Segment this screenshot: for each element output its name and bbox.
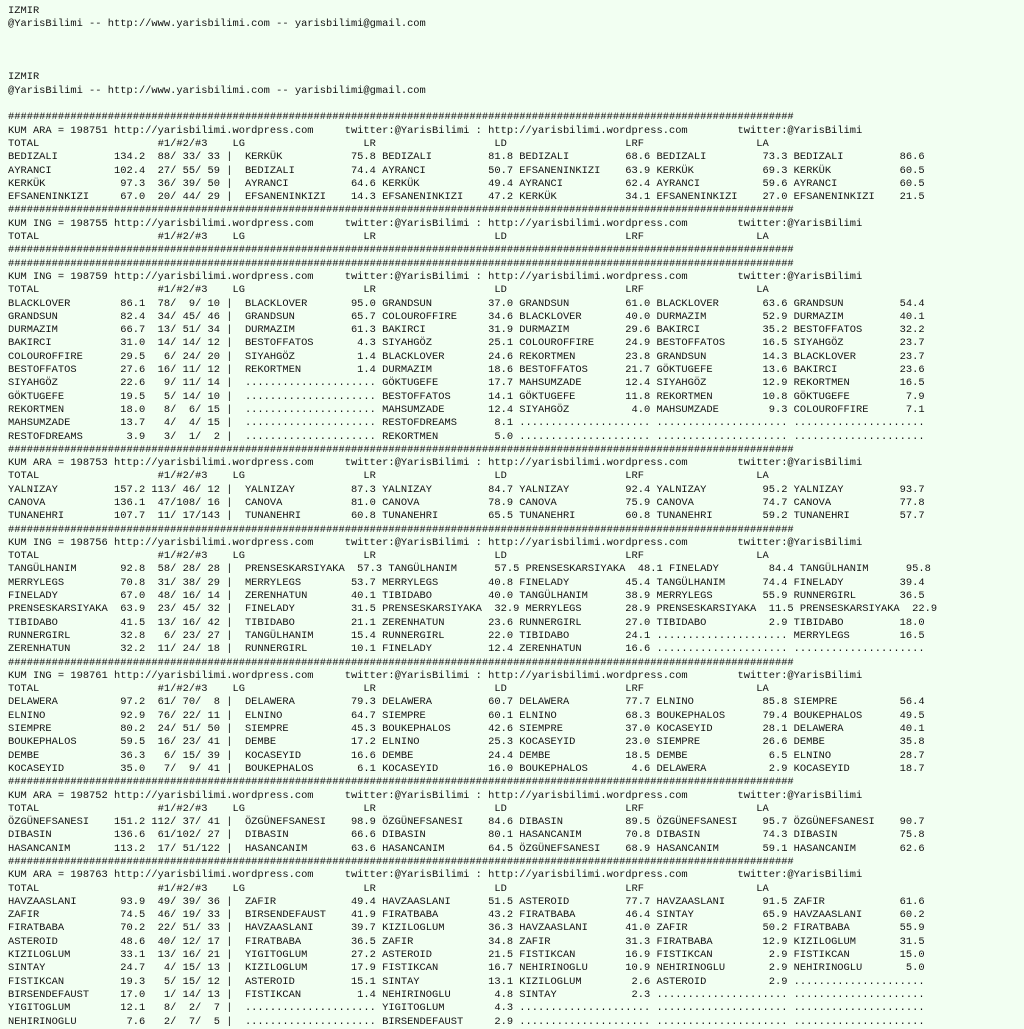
column-header: TOTAL #1/#2/#3 LG LR LD LRF LA: [8, 882, 769, 895]
table-row: ZERENHATUN 32.2 11/ 24/ 18 | RUNNERGIRL 10.1 FINELADY 12.4 ZERENHATUN 16.6 ..................... .....................: [8, 643, 925, 656]
column-header: TOTAL #1/#2/#3 LG LR LD LRF LA: [8, 137, 769, 150]
column-header: TOTAL #1/#2/#3 LG LR LD LRF LA: [8, 284, 769, 297]
table-row: KIZILOGLUM 33.1 13/ 16/ 21 | YIGITOGLUM 27.2 ASTEROID 21.5 FISTIKCAN 16.9 FISTIKCAN 2.9 FISTIKCAN 15.0: [8, 949, 925, 962]
table-row: YALNIZAY 157.2 113/ 46/ 12 | YALNIZAY 87.3 YALNIZAY 84.7 YALNIZAY 92.4 YALNIZAY 95.2 YALNIZAY 93.7: [8, 483, 925, 496]
column-header: TOTAL #1/#2/#3 LG LR LD LRF LA: [8, 550, 769, 563]
table-row: FISTIKCAN 19.3 5/ 15/ 12 | ASTEROID 15.1 SINTAY 13.1 KIZILOGLUM 2.6 ASTEROID 2.9 .....................: [8, 975, 925, 988]
race-section: [8, 856, 1024, 1029]
table-row: BIRSENDEFAUST 17.0 1/ 14/ 13 | FISTIKCAN 1.4 NEHIRINOGLU 4.8 SINTAY 2.3 ..................... .....................: [8, 988, 925, 1001]
table-row: MAHSUMZADE 13.7 4/ 4/ 15 | ..................... RESTOFDREAMS 8.1 ..................... ..................... .....................: [8, 417, 925, 430]
table-row: FINELADY 67.0 48/ 16/ 14 | ZERENHATUN 40.1 TIBIDABO 40.0 TANGÜLHANIM 38.9 MERRYLEGS 55.9 RUNNERGIRL 36.5: [8, 590, 925, 603]
table-row: ÖZGÜNEFSANESI 151.2 112/ 37/ 41 | ÖZGÜNEFSANESI 98.9 ÖZGÜNEFSANESI 84.6 DIBASIN 89.5 ÖZGÜNEFSANESI 95.7 ÖZGÜNEFSANESI 90.7: [8, 816, 925, 829]
table-row: ASTEROID 48.6 40/ 12/ 17 | FIRATBABA 36.5 ZAFIR 34.8 ZAFIR 31.3 FIRATBABA 12.9 KIZILOGLUM 31.5: [8, 935, 925, 948]
table-row: GRANDSUN 82.4 34/ 45/ 46 | GRANDSUN 65.7 COLOUROFFIRE 34.6 BLACKLOVER 40.0 DURMAZIM 52.9 DURMAZIM 40.1: [8, 310, 925, 323]
column-header: TOTAL #1/#2/#3 LG LR LD LRF LA: [8, 231, 769, 244]
column-header: TOTAL #1/#2/#3 LG LR LD LRF LA: [8, 802, 769, 815]
table-row: KERKÜK 97.3 36/ 39/ 50 | AYRANCI 64.6 KERKÜK 49.4 AYRANCI 62.4 AYRANCI 59.6 AYRANCI 60.5: [8, 177, 925, 190]
spacer: [8, 58, 1024, 71]
table-row: MERRYLEGS 70.8 31/ 38/ 29 | MERRYLEGS 53.7 MERRYLEGS 40.8 FINELADY 45.4 TANGÜLHANIM 74.4 FINELADY 39.4: [8, 576, 925, 589]
column-header: TOTAL #1/#2/#3 LG LR LD LRF LA: [8, 683, 769, 696]
table-row: EFSANENINKIZI 67.0 20/ 44/ 29 | EFSANENINKIZI 14.3 EFSANENINKIZI 47.2 KERKÜK 34.1 EFSANENINKIZI 27.0 EFSANENINKIZI 21.5: [8, 191, 925, 204]
race-section: [8, 204, 1024, 257]
race-section: [8, 111, 1024, 204]
table-row: RESTOFDREAMS 3.9 3/ 1/ 2 | ..................... REKORTMEN 5.0 ..................... ..................... .....................: [8, 430, 925, 443]
section-title: KUM ARA = 198751 http://yarisbilimi.wordpress.com twitter:@YarisBilimi : http://yarisbilimi.wordpress.com twitter:@YarisBilimi: [8, 124, 863, 137]
table-row: ZAFIR 74.5 46/ 19/ 33 | BIRSENDEFAUST 41.9 FIRATBABA 43.2 FIRATBABA 46.4 SINTAY 65.9 HAVZAASLANI 60.2: [8, 909, 925, 922]
separator-line: ##############################################################################################################################: [8, 257, 794, 270]
separator-line: ##############################################################################################################################: [8, 204, 794, 217]
separator-line: ##############################################################################################################################: [8, 523, 794, 536]
table-row: DURMAZIM 66.7 13/ 51/ 34 | DURMAZIM 61.3 BAKIRCI 31.9 DURMAZIM 29.6 BAKIRCI 35.2 BESTOFFATOS 32.2: [8, 324, 925, 337]
section-title: KUM ARA = 198753 http://yarisbilimi.wordpress.com twitter:@YarisBilimi : http://yarisbilimi.wordpress.com twitter:@YarisBilimi: [8, 457, 863, 470]
spacer: [8, 32, 1024, 45]
table-row: NEHIRINOGLU 7.6 2/ 7/ 5 | ..................... BIRSENDEFAUST 2.9 ..................... ..................... .....................: [8, 1015, 925, 1028]
table-row: HAVZAASLANI 93.9 49/ 39/ 36 | ZAFIR 49.4 HAVZAASLANI 51.5 ASTEROID 77.7 HAVZAASLANI 91.5 ZAFIR 61.6: [8, 895, 925, 908]
table-row: BAKIRCI 31.0 14/ 14/ 12 | BESTOFFATOS 4.3 SIYAHGÖZ 25.1 COLOUROFFIRE 24.9 BESTOFFATOS 16.5 SIYAHGÖZ 23.7: [8, 337, 925, 350]
separator-line: ##############################################################################################################################: [8, 656, 794, 669]
table-row: BLACKLOVER 86.1 78/ 9/ 10 | BLACKLOVER 95.0 GRANDSUN 37.0 GRANDSUN 61.0 BLACKLOVER 63.6 GRANDSUN 54.4: [8, 297, 925, 310]
section-title: KUM ING = 198755 http://yarisbilimi.wordpress.com twitter:@YarisBilimi : http://yarisbilimi.wordpress.com twitter:@YarisBilimi: [8, 217, 863, 230]
header-contact: @YarisBilimi -- http://www.yarisbilimi.com -- yarisbilimi@gmail.com: [8, 18, 426, 31]
header-city: IZMIR: [8, 5, 40, 17]
race-section: [8, 657, 1024, 777]
table-row: KOCASEYID 35.0 7/ 9/ 41 | BOUKEPHALOS 6.1 KOCASEYID 16.0 BOUKEPHALOS 4.6 DELAWERA 2.9 KOCASEYID 18.7: [8, 762, 925, 775]
spacer: [8, 45, 1024, 58]
table-row: GÖKTUGEFE 19.5 5/ 14/ 10 | ..................... BESTOFFATOS 14.1 GÖKTUGEFE 11.8 REKORTMEN 10.8 GÖKTUGEFE 7.9: [8, 390, 925, 403]
race-section: [8, 524, 1024, 657]
table-row: COLOUROFFIRE 29.5 6/ 24/ 20 | SIYAHGÖZ 1.4 BLACKLOVER 24.6 REKORTMEN 23.8 GRANDSUN 14.3 BLACKLOVER 23.7: [8, 350, 925, 363]
table-row: ELNINO 92.9 76/ 22/ 11 | ELNINO 64.7 SIEMPRE 60.1 ELNINO 68.3 BOUKEPHALOS 79.4 BOUKEPHALOS 49.5: [8, 709, 925, 722]
table-row: PRENSESKARSIYAKA 63.9 23/ 45/ 32 | FINELADY 31.5 PRENSESKARSIYAKA 32.9 MERRYLEGS 28.9 PRENSESKARSIYAKA 11.5 PRENSESKARSIYAKA 22.9: [8, 603, 938, 616]
table-row: BESTOFFATOS 27.6 16/ 11/ 12 | REKORTMEN 1.4 DURMAZIM 18.6 BESTOFFATOS 21.7 GÖKTUGEFE 13.6 BAKIRCI 23.6: [8, 364, 925, 377]
table-row: BOUKEPHALOS 59.5 16/ 23/ 41 | DEMBE 17.2 ELNINO 25.3 KOCASEYID 23.0 SIEMPRE 26.6 DEMBE 35.8: [8, 736, 925, 749]
separator-line: ##############################################################################################################################: [8, 111, 794, 124]
separator-line: ##############################################################################################################################: [8, 443, 794, 456]
section-title: KUM ING = 198756 http://yarisbilimi.wordpress.com twitter:@YarisBilimi : http://yarisbilimi.wordpress.com twitter:@YarisBilimi: [8, 536, 863, 549]
table-row: HASANCANIM 113.2 17/ 51/122 | HASANCANIM 63.6 HASANCANIM 64.5 ÖZGÜNEFSANESI 68.9 HASANCANIM 59.1 HASANCANIM 62.6: [8, 842, 925, 855]
table-row: REKORTMEN 18.0 8/ 6/ 15 | ..................... MAHSUMZADE 12.4 SIYAHGÖZ 4.0 MAHSUMZADE 9.3 COLOUROFFIRE 7.1: [8, 403, 925, 416]
separator-line: ##############################################################################################################################: [8, 776, 794, 789]
spacer: [8, 98, 1024, 111]
table-row: CANOVA 136.1 47/108/ 16 | CANOVA 81.0 CANOVA 78.9 CANOVA 75.9 CANOVA 74.7 CANOVA 77.8: [8, 496, 925, 509]
header-contact-repeat: @YarisBilimi -- http://www.yarisbilimi.com -- yarisbilimi@gmail.com: [8, 84, 426, 97]
header-city-repeat: IZMIR: [8, 71, 40, 84]
table-row: BEDIZALI 134.2 88/ 33/ 33 | KERKÜK 75.8 BEDIZALI 81.8 BEDIZALI 68.6 BEDIZALI 73.3 BEDIZALI 86.6: [8, 151, 925, 164]
table-row: DELAWERA 97.2 61/ 70/ 8 | DELAWERA 79.3 DELAWERA 60.7 DELAWERA 77.7 ELNINO 85.8 SIEMPRE 56.4: [8, 696, 925, 709]
table-row: TIBIDABO 41.5 13/ 16/ 42 | TIBIDABO 21.1 ZERENHATUN 23.6 RUNNERGIRL 27.0 TIBIDABO 2.9 TIBIDABO 18.0: [8, 616, 925, 629]
table-row: FIRATBABA 70.2 22/ 51/ 33 | HAVZAASLANI 39.7 KIZILOGLUM 36.3 HAVZAASLANI 41.0 ZAFIR 50.2 FIRATBABA 55.9: [8, 922, 925, 935]
table-row: DEMBE 36.3 6/ 15/ 39 | KOCASEYID 16.6 DEMBE 24.4 DEMBE 18.5 DEMBE 6.5 ELNINO 28.7: [8, 749, 925, 762]
race-sections: [8, 111, 1024, 1028]
separator-line: ##############################################################################################################################: [8, 856, 794, 868]
section-title: KUM ARA = 198763 http://yarisbilimi.wordpress.com twitter:@YarisBilimi : http://yarisbilimi.wordpress.com twitter:@YarisBilimi: [8, 869, 863, 882]
race-section: [8, 444, 1024, 524]
section-title: KUM ING = 198761 http://yarisbilimi.wordpress.com twitter:@YarisBilimi : http://yarisbilimi.wordpress.com twitter:@YarisBilimi: [8, 669, 863, 682]
section-title: KUM ING = 198759 http://yarisbilimi.wordpress.com twitter:@YarisBilimi : http://yarisbilimi.wordpress.com twitter:@YarisBilimi: [8, 270, 863, 283]
race-section: [8, 258, 1024, 444]
table-row: RUNNERGIRL 32.8 6/ 23/ 27 | TANGÜLHANIM 15.4 RUNNERGIRL 22.0 TIBIDABO 24.1 ..................... MERRYLEGS 16.5: [8, 629, 925, 642]
table-row: YIGITOGLUM 12.1 8/ 2/ 7 | ..................... YIGITOGLUM 4.3 ..................... ..................... .....................: [8, 1002, 925, 1015]
column-header: TOTAL #1/#2/#3 LG LR LD LRF LA: [8, 470, 769, 483]
separator-line: ##############################################################################################################################: [8, 244, 794, 257]
race-section: [8, 776, 1024, 856]
table-row: SIYAHGÖZ 22.6 9/ 11/ 14 | ..................... GÖKTUGEFE 17.7 MAHSUMZADE 12.4 SIYAHGÖZ 12.9 REKORTMEN 16.5: [8, 377, 925, 390]
table-row: TANGÜLHANIM 92.8 58/ 28/ 28 | PRENSESKARSIYAKA 57.3 TANGÜLHANIM 57.5 PRENSESKARSIYAKA 48.1 FINELADY 84.4 TANGÜLHANIM 95.8: [8, 563, 931, 576]
table-row: SINTAY 24.7 4/ 15/ 13 | KIZILOGLUM 17.9 FISTIKCAN 16.7 NEHIRINOGLU 10.9 NEHIRINOGLU 2.9 NEHIRINOGLU 5.0: [8, 962, 925, 975]
table-row: TUNANEHRI 107.7 11/ 17/143 | TUNANEHRI 60.8 TUNANEHRI 65.5 TUNANEHRI 60.8 TUNANEHRI 59.2 TUNANEHRI 57.7: [8, 510, 925, 523]
table-row: AYRANCI 102.4 27/ 55/ 59 | BEDIZALI 74.4 AYRANCI 50.7 EFSANENINKIZI 63.9 KERKÜK 69.3 KERKÜK 60.5: [8, 164, 925, 177]
table-row: DIBASIN 136.6 61/102/ 27 | DIBASIN 66.6 DIBASIN 80.1 HASANCANIM 70.8 DIBASIN 74.3 DIBASIN 75.8: [8, 829, 925, 842]
section-title: KUM ARA = 198752 http://yarisbilimi.wordpress.com twitter:@YarisBilimi : http://yarisbilimi.wordpress.com twitter:@YarisBilimi: [8, 789, 863, 802]
table-row: SIEMPRE 80.2 24/ 51/ 50 | SIEMPRE 45.3 BOUKEPHALOS 42.6 SIEMPRE 37.0 KOCASEYID 28.1 DELAWERA 40.1: [8, 723, 925, 736]
